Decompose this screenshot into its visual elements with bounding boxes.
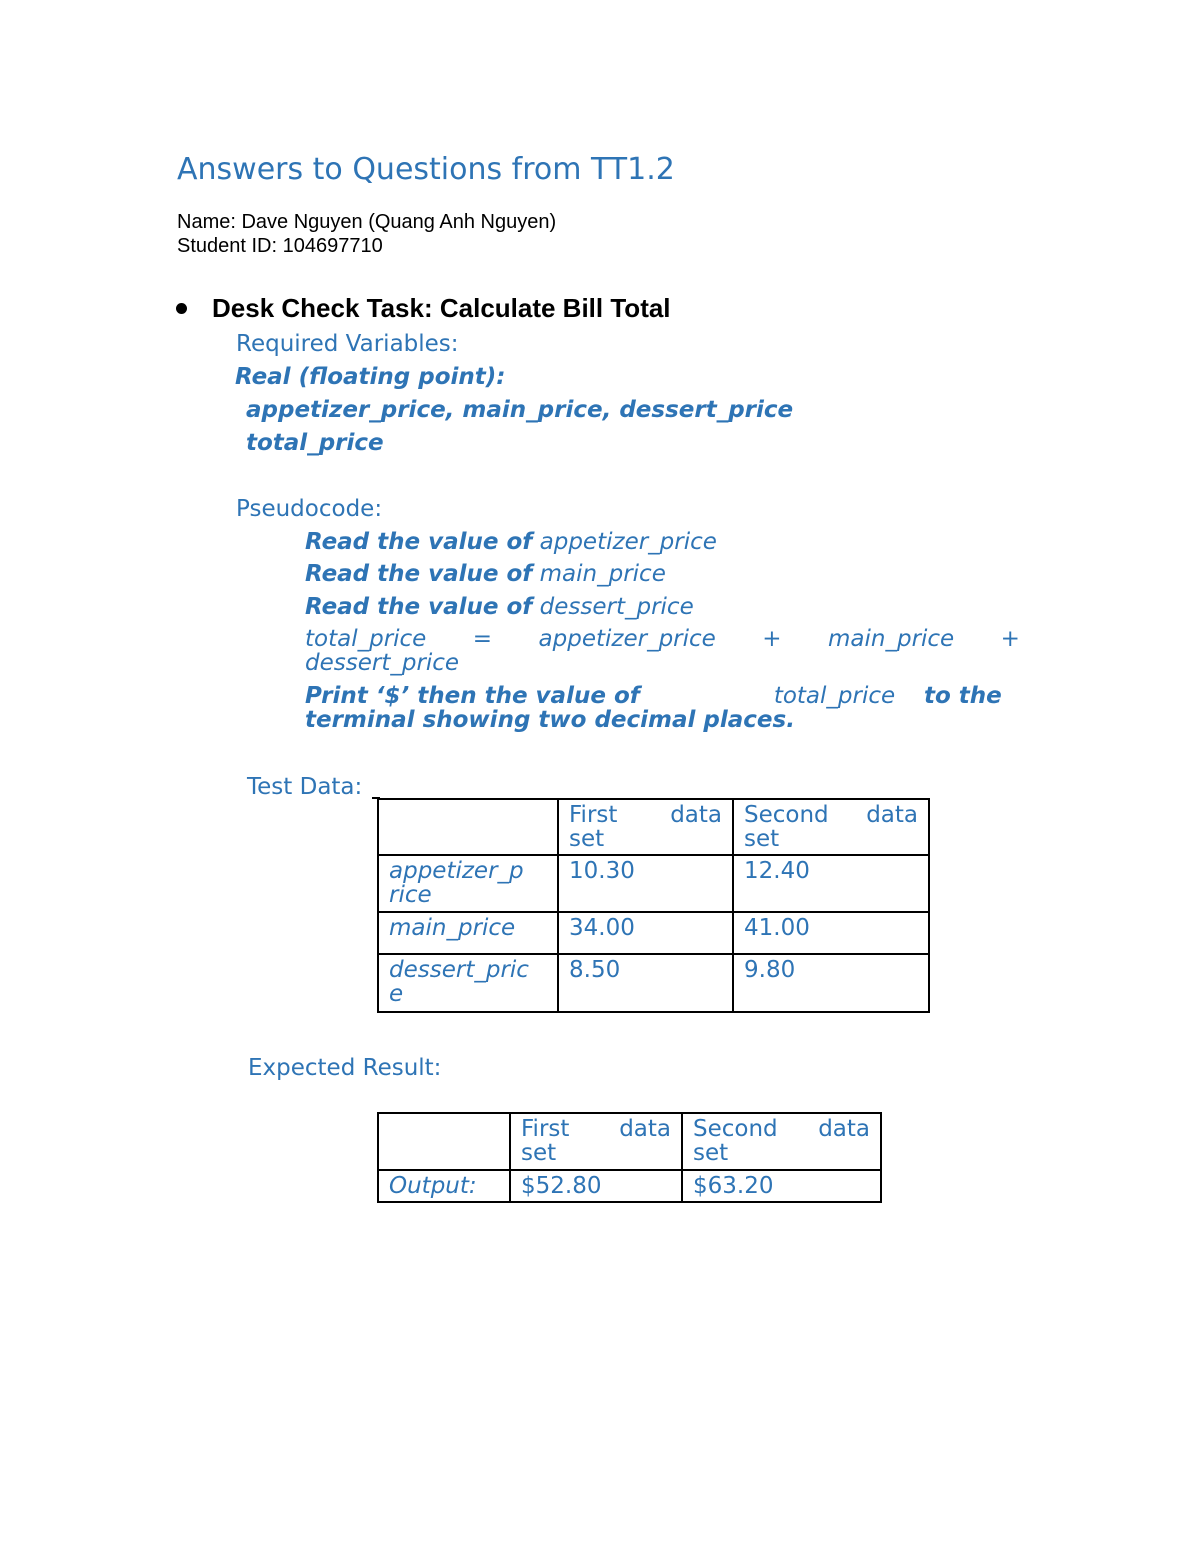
header-word: Second bbox=[744, 802, 829, 828]
pseudocode-label: Pseudocode: bbox=[236, 496, 383, 522]
row-label-part: appetizer_p bbox=[389, 858, 524, 884]
output-first: $52.80 bbox=[510, 1170, 682, 1202]
output-second: $63.20 bbox=[682, 1170, 881, 1202]
document-title: Answers to Questions from TT1.2 bbox=[177, 152, 675, 187]
header-word: data bbox=[619, 1116, 671, 1142]
pseudo-print-line1 bbox=[305, 683, 1020, 709]
table-row bbox=[378, 1170, 881, 1202]
header-word: set bbox=[521, 1140, 557, 1166]
header-word: First bbox=[569, 802, 618, 828]
assign-a: appetizer_price bbox=[538, 626, 716, 652]
assign-c: dessert_price bbox=[305, 650, 460, 676]
row-value-second: 12.40 bbox=[733, 855, 929, 912]
variable-type: Real (floating point): bbox=[235, 364, 506, 390]
required-variables-label: Required Variables: bbox=[236, 331, 459, 357]
print-text: Print ‘$’ then the value of bbox=[305, 683, 640, 709]
output-label: Output: bbox=[378, 1170, 510, 1202]
print-var: total_price bbox=[773, 683, 896, 709]
row-value-second: 9.80 bbox=[733, 954, 929, 1012]
table-header-row bbox=[378, 1113, 881, 1170]
row-value-first: 10.30 bbox=[558, 855, 733, 912]
expected-result-table bbox=[377, 1112, 882, 1203]
col-first-header bbox=[558, 799, 733, 855]
col-second-header bbox=[682, 1113, 881, 1170]
assign-plus: + bbox=[762, 626, 782, 652]
print-continued: terminal showing two decimal places. bbox=[305, 707, 795, 733]
header-word: First bbox=[521, 1116, 570, 1142]
row-label: main_price bbox=[378, 912, 558, 954]
pseudo-read-2 bbox=[305, 561, 666, 587]
read-var: dessert_price bbox=[539, 594, 694, 620]
row-label-part: dessert_pric bbox=[389, 957, 529, 983]
print-tail: to the bbox=[924, 683, 1002, 709]
header-word: data bbox=[866, 802, 918, 828]
read-prefix: Read the value of bbox=[305, 529, 533, 555]
table-row bbox=[378, 855, 929, 912]
student-name: Name: Dave Nguyen (Quang Anh Nguyen) bbox=[177, 211, 557, 233]
task-heading: Desk Check Task: Calculate Bill Total bbox=[212, 293, 671, 323]
table-row bbox=[378, 912, 929, 954]
test-data-label: Test Data: bbox=[247, 774, 363, 800]
row-value-first: 8.50 bbox=[558, 954, 733, 1012]
row-label bbox=[378, 855, 558, 912]
table-row bbox=[378, 954, 929, 1012]
student-id: Student ID: 104697710 bbox=[177, 235, 383, 257]
assign-eq: = bbox=[472, 626, 493, 652]
variable-total: total_price bbox=[246, 430, 384, 456]
read-prefix: Read the value of bbox=[305, 561, 533, 587]
pseudo-read-3 bbox=[305, 594, 694, 620]
read-prefix: Read the value of bbox=[305, 594, 533, 620]
row-label-part: rice bbox=[389, 882, 432, 908]
bullet-icon bbox=[176, 303, 187, 314]
table-corner-cell bbox=[378, 799, 558, 855]
read-var: main_price bbox=[539, 561, 666, 587]
row-label bbox=[378, 954, 558, 1012]
row-label-part: e bbox=[389, 981, 404, 1007]
pseudo-assign-line1 bbox=[305, 626, 1020, 652]
header-word: data bbox=[818, 1116, 870, 1142]
header-word: Second bbox=[693, 1116, 778, 1142]
header-word: data bbox=[670, 802, 722, 828]
variable-list: appetizer_price, main_price, dessert_price bbox=[246, 397, 794, 423]
assign-plus: + bbox=[1000, 626, 1020, 652]
test-data-table bbox=[377, 798, 930, 1013]
col-second-header bbox=[733, 799, 929, 855]
row-value-first: 34.00 bbox=[558, 912, 733, 954]
expected-result-label: Expected Result: bbox=[248, 1055, 442, 1081]
pseudo-read-1 bbox=[305, 529, 717, 555]
read-var: appetizer_price bbox=[539, 529, 717, 555]
col-first-header bbox=[510, 1113, 682, 1170]
row-value-second: 41.00 bbox=[733, 912, 929, 954]
table-header-row bbox=[378, 799, 929, 855]
assign-b: main_price bbox=[828, 626, 955, 652]
table-corner-cell bbox=[378, 1113, 510, 1170]
header-word: set bbox=[744, 826, 780, 852]
header-word: set bbox=[693, 1140, 729, 1166]
header-word: set bbox=[569, 826, 605, 852]
assign-lhs: total_price bbox=[305, 626, 427, 652]
